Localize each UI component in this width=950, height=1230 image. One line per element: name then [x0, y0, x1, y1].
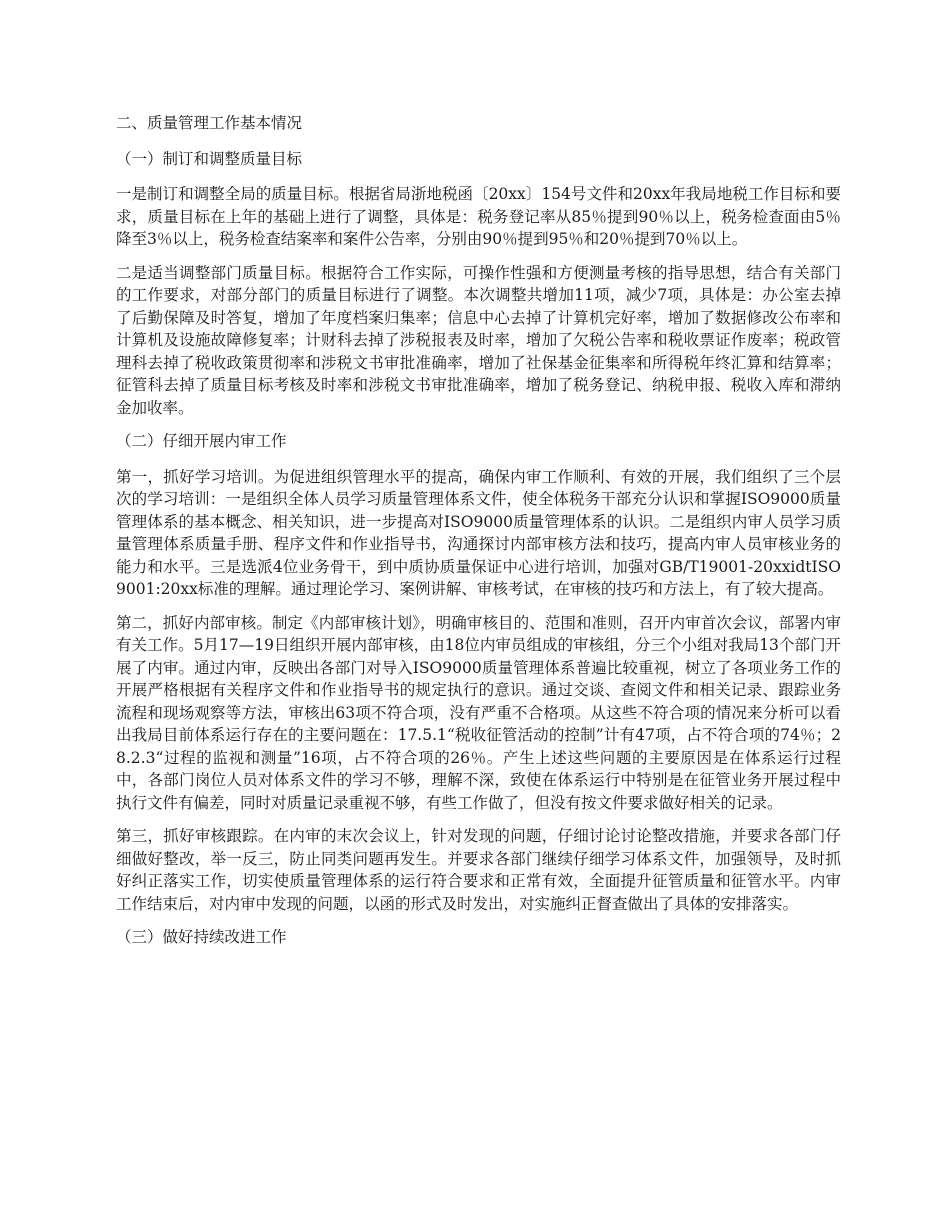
paragraph-internal-audit: 第二，抓好内部审核。制定《内部审核计划》，明确审核目的、范围和准则，召开内审首次会议，部署内审有关工作。5月17—19日组织开展内部审核，由18位内审员组成的审核组，分三个小组对我局13个部门开展了内审。通过内审，反映出各部门对导入ISO9000质量管理体系普遍比较重视，树立了各项业务工作的开展严格根据有关程序文件和作业指导书的规定执行的意识。通过交谈、查阅文件和相关记录、跟踪业务流程和现场观察等方法，审核出63项不符合项，没有严重不合格项。从这些不符合项的情况来分析可以看出我局目前体系运行存在的主要问题在：17.5.1“税收征管活动的控制”计有47项，占不符合项的74％；28.2.3“过程的监视和测量”16项，占不符合项的26％。产生上述这些问题的主要原因是在体系运行过程中，各部门岗位人员对体系文件的学习不够，理解不深，致使在体系运行中特别是在征管业务开展过程中执行文件有偏差，同时对质量记录重视不够，有些工作做了，但没有按文件要求做好相关的记录。	[116, 613, 841, 812]
section-title: 二、质量管理工作基本情况	[116, 114, 303, 132]
document-page	[116, 112, 841, 962]
subsection-title-2: （二）仔细开展内审工作	[116, 432, 287, 450]
subsection-title-3: （三）做好持续改进工作	[116, 928, 287, 946]
paragraph-audit-followup: 第三，抓好审核跟踪。在内审的末次会议上，针对发现的问题，仔细讨论讨论整改措施，并要求各部门仔细做好整改，举一反三，防止同类问题再发生。并要求各部门继续仔细学习体系文件，加强领导，及时抓好纠正落实工作，切实使质量管理体系的运行符合要求和正常有效，全面提升征管质量和征管水平。内审工作结束后，对内审中发现的问题，以函的形式及时发出，对实施纠正督查做出了具体的安排落实。	[116, 827, 841, 913]
paragraph-training: 第一，抓好学习培训。为促进组织管理水平的提高，确保内审工作顺利、有效的开展，我们组织了三个层次的学习培训：一是组织全体人员学习质量管理体系文件，使全体税务干部充分认识和掌握ISO9000质量管理体系的基本概念、相关知识，进一步提高对ISO9000质量管理体系的认识。二是组织内审人员学习质量管理体系质量手册、程序文件和作业指导书，沟通探讨内部审核方法和技巧，提高内审人员审核业务的能力和水平。三是选派4位业务骨干，到中质协质量保证中心进行培训，加强对GB/T19001-20xxidtISO9001:20xx标准的理解。通过理论学习、案例讲解、审核考试，在审核的技巧和方法上，有了较大提高。	[116, 467, 841, 598]
paragraph-quality-goals-departments: 二是适当调整部门质量目标。根据符合工作实际，可操作性强和方便测量考核的指导思想，结合有关部门的工作要求，对部分部门的质量目标进行了调整。本次调整共增加11项，减少7项，具体是：办公室去掉了后勤保障及时答复，增加了年度档案归集率；信息中心去掉了计算机完好率，增加了数据修改公布率和计算机及设施故障修复率；计财科去掉了涉税报表及时率，增加了欠税公告率和税收票证作废率；税政管理科去掉了税收政策贯彻率和涉税文书审批准确率，增加了社保基金征集率和所得税年终汇算和结算率；征管科去掉了质量目标考核及时率和涉税文书审批准确率，增加了税务登记、纳税申报、税收入库和滞纳金加收率。	[116, 263, 841, 417]
paragraph-quality-goals-global: 一是制订和调整全局的质量目标。根据省局浙地税函〔20xx〕154号文件和20xx年我局地税工作目标和要求，质量目标在上年的基础上进行了调整，具体是：税务登记率从85％提到90％以上，税务检查面由5％降至3％以上，税务检查结案率和案件公告率，分别由90％提到95％和20％提到70％以上。	[116, 185, 841, 248]
subsection-title-1: （一）制订和调整质量目标	[116, 149, 303, 168]
